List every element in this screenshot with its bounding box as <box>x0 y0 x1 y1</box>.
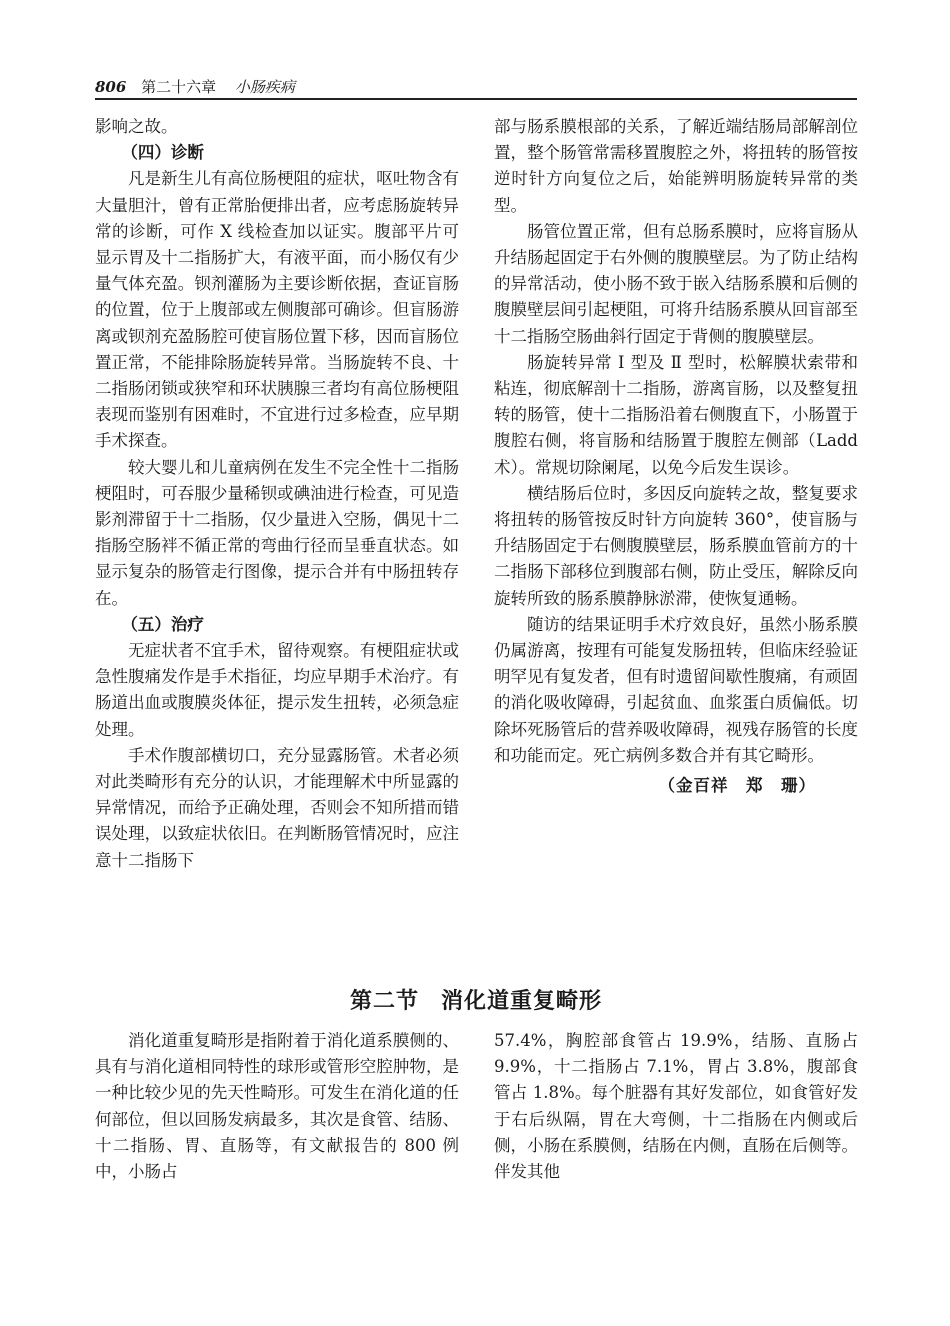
paragraph: 肠旋转异常 Ⅰ 型及 Ⅱ 型时，松解膜状索带和粘连，彻底解剖十二指肠，游离盲肠，以及整复扭转的肠管，使十二指肠沿着右侧腹直下，小肠置于腹腔右侧，将盲肠和结肠置于腹腔左侧部（Ladd 术）。常规切除阑尾，以免今后发生误诊。 <box>494 352 858 477</box>
paragraph: 凡是新生儿有高位肠梗阻的症状，呕吐物含有大量胆汁，曾有正常胎便排出者，应考虑肠旋转异常的诊断，可作 X 线检查加以证实。腹部平片可显示胃及十二指肠扩大，有液平面，而小肠仅有少量气体充盈。钡剂灌肠为主要诊断依据，查证盲肠的位置，位于上腹部或左侧腹部可确诊。但盲肠游离或钡剂充盈肠腔可使盲肠位置下移，因而盲肠位置正常，不能排除肠旋转异常。当肠旋转不良、十二指肠闭锁或狭窄和环状胰腺三者均有高位肠梗阻表现而鉴别有困难时，不宜进行过多检查，应早期手术探查。 <box>95 169 459 451</box>
chapter-label: 第二十六章 <box>141 78 217 96</box>
paragraph: 横结肠后位时，多因反向旋转之故，整复要求将扭转的肠管按反时针方向旋转 360°，使盲肠与升结肠固定于右侧腹膜壁层，肠系膜血管前方的十二指肠下部移位到腹部右侧，防止受压，解除反向旋转所致的肠系膜静脉淤滞，使恢复通畅。 <box>494 483 858 608</box>
left-column-lower <box>95 1028 459 1185</box>
paragraph: 消化道重复畸形是指附着于消化道系膜侧的、具有与消化道相同特性的球形或管形空腔肿物，是一种比较少见的先天性畸形。可发生在消化道的任何部位，但以回肠发病最多，其次是食管、结肠、十二指肠、胃、直肠等，有文献报告的 800 例中，小肠占 <box>95 1031 459 1182</box>
right-column-lower <box>494 1028 858 1185</box>
paragraph-continued: 影响之故。 <box>95 117 178 136</box>
paragraph: 随访的结果证明手术疗效良好，虽然小肠系膜仍属游离，按理有可能复发肠扭转，但临床经验证明罕见有复发者，但有时遗留间歇性腹痛，有顽固的消化吸收障碍，引起贫血、血浆蛋白质偏低。切除坏死肠管后的营养吸收障碍，视残存肠管的长度和功能而定。死亡病例多数合并有其它畸形。 <box>494 614 858 765</box>
right-column-upper <box>494 114 858 799</box>
section-title: 消化道重复畸形 <box>441 989 603 1014</box>
running-header <box>95 76 855 96</box>
author-credit: （金百祥 郑 珊） <box>658 776 816 796</box>
chapter-topic: 小肠疾病 <box>234 78 295 96</box>
page-number: 806 <box>95 78 127 96</box>
section-heading <box>95 984 857 1015</box>
paragraph: 无症状者不宜手术，留待观察。有梗阻症状或急性腹痛发作是手术指征，均应早期手术治疗。有肠道出血或腹膜炎体征，提示发生扭转，必须急症处理。 <box>95 641 459 739</box>
subheading-diagnosis: （四）诊断 <box>121 143 204 163</box>
subheading-treatment: （五）治疗 <box>121 614 204 634</box>
section-number: 第二节 <box>349 989 419 1014</box>
paragraph: 手术作腹部横切口，充分显露肠管。术者必须对此类畸形有充分的认识，才能理解术中所显露的异常情况，而给予正确处理，否则会不知所措而错误处理，以致症状依旧。在判断肠管情况时，应注意十二指肠下 <box>95 745 459 870</box>
left-column-upper <box>95 114 459 874</box>
paragraph: 较大婴儿和儿童病例在发生不完全性十二指肠梗阻时，可吞服少量稀钡或碘油进行检查，可见造影剂滞留于十二指肠，仅少量进入空肠，偶见十二指肠空肠袢不循正常的弯曲行径而呈垂直状态。如显示复杂的肠管走行图像，提示合并有中肠扭转存在。 <box>95 457 459 608</box>
paragraph-continued: 部与肠系膜根部的关系，了解近端结肠局部解剖位置，整个肠管常需移置腹腔之外，将扭转的肠管按逆时针方向复位之后，始能辨明肠旋转异常的类型。 <box>494 117 858 215</box>
paragraph: 肠管位置正常，但有总肠系膜时，应将盲肠从升结肠起固定于右外侧的腹膜壁层。为了防止结构的异常活动，使小肠不致于嵌入结肠系膜和后侧的腹膜壁层间引起梗阻，可将升结肠系膜从回盲部至十二指肠空肠曲斜行固定于背侧的腹膜壁层。 <box>494 221 858 346</box>
paragraph-continued: 57.4%，胸腔部食管占 19.9%，结肠、直肠占 9.9%，十二指肠占 7.1%，胃占 3.8%，腹部食管占 1.8%。每个脏器有其好发部位，如食管好发于右后纵隔，胃在大弯侧，十二指肠在内侧或后侧，小肠在系膜侧，结肠在内侧，直肠在后侧等。伴发其他 <box>494 1031 858 1182</box>
header-rule <box>95 98 857 100</box>
